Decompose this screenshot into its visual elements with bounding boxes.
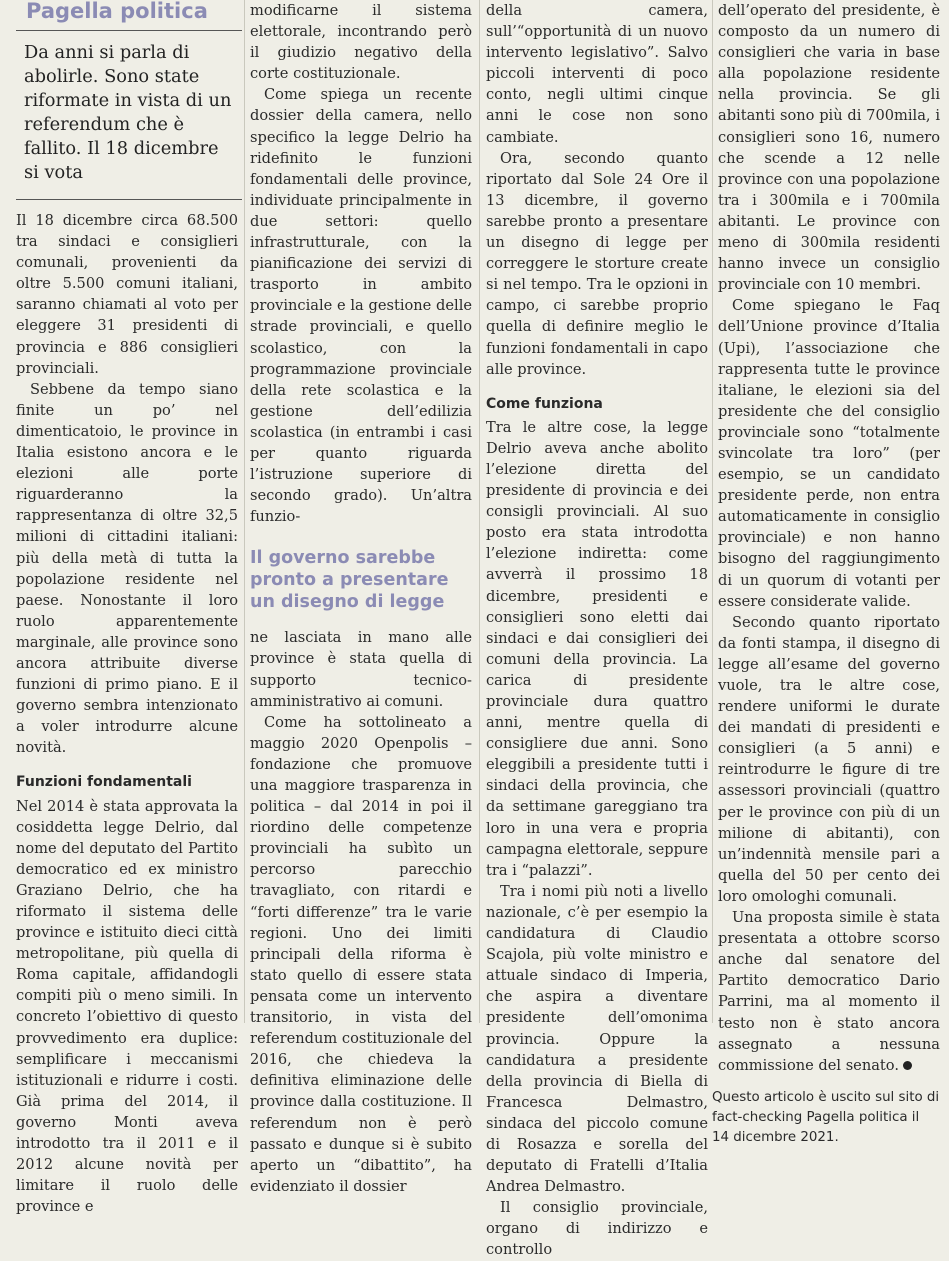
standfirst: Da anni si parla di abolirle. Sono state riformate in vista di un referendum che è fallito. Il 18 dicembre si vota (24, 42, 232, 183)
paragraph: Come spiega un recente dossier della camera, nello specifico la legge Delrio ha ridefinito le funzioni fondamentali delle province, individuate principalmente in due settori: quello infrastrutturale, con la pianificazione dei servizi di trasporto in ambito provinciale e la gestione delle strade provinciali, e quello scolastico, con la programmazione provinciale della rete scolastica e la gestione dell’edilizia scolastica (in entrambi i casi per quanto riguarda l’istruzione superiore di secondo grado). Un’altra funzio- (250, 86, 472, 526)
paragraph: modificarne il sistema elettorale, incontrando però il giudizio negativo della corte costituzionale. (250, 2, 472, 83)
column-4 (712, 0, 940, 1148)
paragraph-text: Una proposta simile è stata presentata a ottobre scorso anche dal senatore del Partito democratico Dario Parrini, ma al momento il testo non è stato ancora assegnato a nessuna commissione del senato. (718, 909, 940, 1074)
column-2 (250, 0, 472, 1197)
section-kicker: Pagella politica (26, 0, 208, 23)
paragraph: ne lasciata in mano alle province è stata quella di supporto tecnico-amministrativo ai comuni. (250, 629, 472, 710)
paragraph: Come spiegano le Faq dell’Unione province d’Italia (Upi), l’associazione che rappresenta tutte le province italiane, le elezioni sia del presidente che del consiglio provinciale sono “totalmente svincolate tra loro” (per esempio, se un candidato presidente perde, non entra automaticamente in consiglio provinciale) e non hanno bisogno del raggiungimento di un quorum di votanti per essere considerate valide. (718, 297, 940, 610)
subheading: Come funziona (486, 395, 603, 412)
column-divider (479, 0, 480, 1023)
column-3 (486, 0, 708, 1261)
paragraph: Secondo quanto riportato da fonti stampa, il disegno di legge all’esame del governo vuole, tra le altre cose, rendere uniformi le durate dei mandati di presidenti e consiglieri (a 5 anni) e reintrodurre le figure di tre assessori provinciali (quattro per le province con più di un milione di abitanti), con un’indennità mensile pari a quella del 50 per cento dei loro omologhi comunali. (718, 613, 940, 905)
rule-top (16, 30, 242, 31)
subheading: Funzioni fondamentali (16, 774, 192, 791)
paragraph: Sebbene da tempo siano finite un po’ nel dimenticatoio, le province in Italia esistono ancora e le elezioni alle porte riguarderanno la rappresentanza di oltre 32,5 milioni di cittadini italiani: più della metà di tutta la popolazione residente nel paese. Nonostante il loro ruolo apparentemente marginale, alle province sono ancora attribuite diverse funzioni di primo piano. E il governo sembra intenzionato a voler introdurre alcune novità. (16, 380, 238, 757)
paragraph: Nel 2014 è stata approvata la cosiddetta legge Delrio, dal nome del deputato del Partito democratico ed ex ministro Graziano Delrio, che ha riformato il sistema delle province e istituito dieci città metropolitane, più quella di Roma capitale, affidandogli compiti più o meno simili. In concreto l’obiettivo di questo provvedimento era duplice: semplificare i meccanismi istituzionali e ridurre i costi. Già prima del 2014, il governo Monti aveva introdotto tra il 2011 e il 2012 alcune novità per limitare il ruolo delle province e (16, 797, 238, 1216)
paragraph: dell’operato del presidente, è composto da un numero di consiglieri che varia in base alla popolazione residente nella provincia. Se gli abitanti sono più di 700mila, i consiglieri sono 16, numero che scende a 12 nelle province con una popolazione tra i 300mila e i 700mila abitanti. Le province con meno di 300mila residenti hanno invece un consiglio provinciale con 10 membri. (718, 2, 940, 294)
paragraph: Il 18 dicembre circa 68.500 tra sindaci e consiglieri comunali, provenienti da oltre 5.500 comuni italiani, saranno chiamati al voto per eleggere 31 presidenti di provincia e 886 consiglieri provinciali. (16, 212, 238, 377)
rule-bottom (16, 199, 242, 200)
paragraph-final (718, 907, 940, 1076)
paragraph: Tra i nomi più noti a livello nazionale, c’è per esempio la candidatura di Claudio Scajola, più volte ministro e attuale sindaco di Imperia, che aspira a diventare presidente dell’omonima provincia. Oppure la candidatura a presidente della provincia di Biella di Francesca Delmastro, sindaca del piccolo comune di Rosazza e sorella del deputato di Fratelli d’Italia Andrea Delmastro. (486, 882, 708, 1196)
paragraph: della camera, sull’“opportunità di un nuovo intervento legislativo”. Salvo piccoli interventi di poco conto, negli ultimi cinque anni le cose non sono cambiate. (486, 2, 708, 146)
column-1 (16, 0, 238, 1217)
paragraph: Ora, secondo quanto riportato dal Sole 24 Ore il 13 dicembre, il governo sarebbe pronto a presentare un disegno di legge per correggere le storture create si nel tempo. Tra le opzioni in campo, ci sarebbe proprio quella di definire meglio le funzioni fondamentali in capo alle province. (486, 149, 708, 378)
paragraph: Tra le altre cose, la legge Delrio aveva anche abolito l’elezione diretta del presidente di provincia e dei consigli provinciali. Al suo posto era stata introdotta l’elezione indiretta: come avverrà il prossimo 18 dicembre, presidenti e consiglieri sono eletti dai sindaci e dai consiglieri dei comuni della provincia. La carica di presidente provinciale dura quattro anni, mentre quella di consigliere due anni. Sono eleggibili a presidente tutti i sindaci della provincia, che da settimane gareggiano tra loro in una vera e propria campagna elettorale, seppure tra i “palazzi”. (486, 418, 708, 879)
pull-quote: Il governo sarebbe pronto a presentare un disegno di legge (250, 548, 449, 613)
paragraph: Il consiglio provinciale, organo di indirizzo e controllo (486, 1199, 708, 1259)
column-divider (244, 0, 245, 1023)
paragraph: Come ha sottolineato a maggio 2020 Openpolis – fondazione che promuove una maggiore trasparenza in politica – dal 2014 in poi il riordino delle competenze provinciali ha subìto un percorso parecchio travagliato, con ritardi e “forti differenze” tra le varie regioni. Uno dei limiti principali della riforma è stato quello di essere stata pensata come un intervento transitorio, in vista del referendum costituzionale del 2016, che chiedeva la definitiva eliminazione delle province dalla costituzione. Il referendum non è però passato e dunque si è subito aperto un “dibattito”, ha evidenziato il dossier (250, 713, 472, 1195)
column-divider (712, 0, 713, 1023)
end-mark-icon (903, 1061, 912, 1070)
source-credit: Questo articolo è uscito sul sito di fact-checking Pagella politica il 14 dicembre 2021. (712, 1089, 940, 1145)
